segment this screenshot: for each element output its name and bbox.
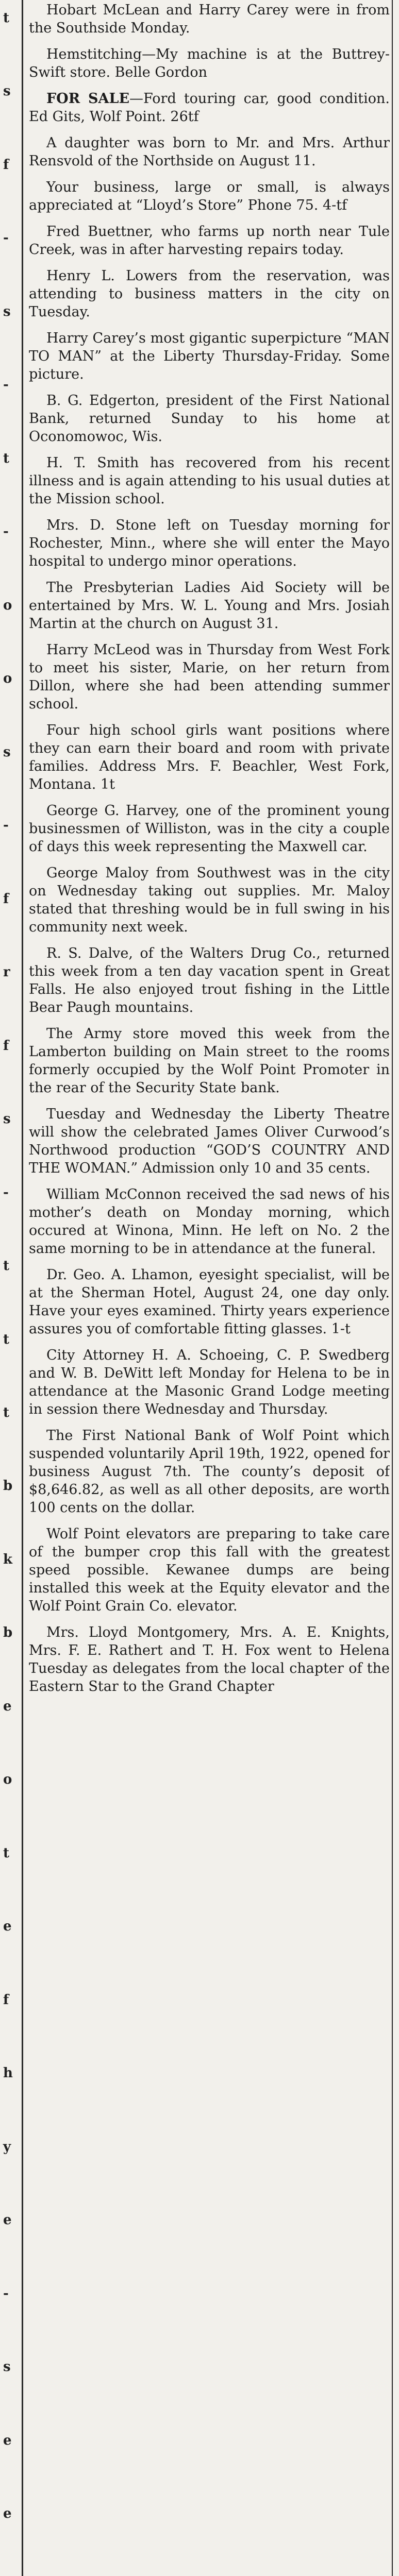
news-item-mclean-carey: Hobart McLean and Harry Carey were in from the Southside Monday. (29, 2, 390, 36)
gutter-letter: s (3, 83, 11, 99)
gutter-letter: f (3, 891, 9, 907)
gutter-letter: r (3, 964, 10, 980)
gutter-letter: b (3, 1625, 13, 1640)
gutter-letter: - (3, 1185, 9, 1200)
gutter-letter: y (3, 2139, 11, 2155)
gutter-letter: e (3, 2212, 12, 2228)
gutter-letter: - (3, 818, 9, 833)
news-item-first-national-bank: The First National Bank of Wolf Point which suspended voluntarily April 19th, 1922, opened for business August 7th. The county’s deposit of $8,646.82, as well as all other deposits, are worth 100 cents on the dollar. (29, 1428, 390, 1516)
local-news-column (29, 0, 390, 2576)
gutter-letter: e (3, 1919, 12, 1934)
gutter-letter: t (3, 1405, 10, 1420)
right-column-edge (392, 0, 399, 2576)
news-item-eastern-star: Mrs. Lloyd Montgomery, Mrs. A. E. Knights, Mrs. F. E. Rathert and T. H. Fox went to Helena Tuesday as delegates from the local chapter of the Eastern Star to the Grand Chapter (29, 1624, 390, 1694)
news-item-maloy: George Maloy from Southwest was in the city on Wednesday taking out supplies. Mr. Maloy stated that threshing would be in full swing in his community next week. (29, 865, 390, 935)
gutter-letter: s (3, 2359, 11, 2375)
gutter-letter: - (3, 377, 9, 393)
gutter-letter: e (3, 2433, 12, 2448)
gutter-letter: b (3, 1478, 13, 1494)
news-item-army-store: The Army store moved this week from the Lamberton building on Main street to the rooms formerly occupied by the Wolf Point Promoter in the rear of the Security State bank. (29, 1026, 390, 1096)
gutter-letter: t (3, 451, 10, 466)
gutter-letter: - (3, 524, 9, 539)
gutter-letter: - (3, 230, 9, 246)
news-item-for-sale (29, 86, 390, 130)
news-item-high-school-girls: Four high school girls want positions where they can earn their board and room with private families. Address Mrs. F. Beachler, West Fork, Montana. 1t (29, 722, 390, 792)
gutter-letter: s (3, 744, 11, 760)
news-item-ladies-aid: The Presbyterian Ladies Aid Society will be entertained by Mrs. W. L. Young and Mrs. Josiah Martin at the church on August 31. (29, 580, 390, 632)
news-item-mcleod: Harry McLeod was in Thursday from West Fork to meet his sister, Marie, on her return from Dillon, where she had been attending summer school. (29, 642, 390, 712)
gutter-letter: s (3, 1111, 11, 1127)
news-item-lowers: Henry L. Lowers from the reservation, was attending to business matters in the city on Tuesday. (29, 268, 390, 320)
adjacent-column-edge (0, 0, 23, 2576)
gutter-letter: t (3, 1258, 10, 1274)
gutter-letter: f (3, 1992, 9, 2008)
gutter-letter: e (3, 2506, 12, 2521)
gutter-letter: f (3, 1038, 9, 1054)
news-item-elevators: Wolf Point elevators are preparing to take care of the bumper crop this fall with the greatest speed possible. Kewanee dumps are being installed this week at the Equity elevator and the Wolf Point Grain Co. elevator. (29, 1526, 390, 1614)
news-item-man-to-man: Harry Carey’s most gigantic superpicture “MAN TO MAN” at the Liberty Thursday-Friday. Some picture. (29, 330, 390, 382)
news-item-rensvold-birth: A daughter was born to Mr. and Mrs. Arthur Rensvold of the Northside on August 11. (29, 135, 390, 169)
news-item-city-attorney: City Attorney H. A. Schoeing, C. P. Swedberg and W. B. DeWitt left Monday for Helena to be in attendance at the Masonic Grand Lodge meeting in session there Wednesday and Thursday. (29, 1347, 390, 1417)
gutter-letter: f (3, 157, 9, 173)
gutter-letter: o (3, 598, 12, 613)
gutter-letter: o (3, 671, 12, 686)
gutter-letter: h (3, 2065, 13, 2081)
for-sale-label: FOR SALE (46, 91, 130, 107)
news-item-hemstitching: Hemstitching—My machine is at the Buttrey-Swift store. Belle Gordon (29, 46, 390, 80)
gutter-letter: - (3, 2286, 9, 2301)
news-item-smith: H. T. Smith has recovered from his recent illness and is again attending to his usual duties at the Mission school. (29, 455, 390, 507)
gutter-letter: t (3, 1332, 10, 1347)
news-item-liberty-theatre: Tuesday and Wednesday the Liberty Theatre will show the celebrated James Oliver Curwood’s Northwood production “GOD’S COUNTRY AND THE WOMAN.” Admission only 10 and 35 cents. (29, 1106, 390, 1176)
gutter-letter: o (3, 1772, 12, 1787)
gutter-letter: t (3, 1845, 10, 1861)
gutter-letter: k (3, 1552, 13, 1567)
gutter-letter: t (3, 10, 10, 26)
gutter-letter: s (3, 304, 11, 319)
news-item-lhamon: Dr. Geo. A. Lhamon, eyesight specialist, will be at the Sherman Hotel, August 24, one day only. Have your eyes examined. Thirty years experience assures you of comfortable fitting glasses. 1-t (29, 1267, 390, 1337)
news-item-buettner: Fred Buettner, who farms up north near Tule Creek, was in after harvesting repairs today. (29, 224, 390, 258)
news-item-dalve: R. S. Dalve, of the Walters Drug Co., returned this week from a ten day vacation spent in Great Falls. He also enjoyed trout fishing in the Little Bear Paugh mountains. (29, 945, 390, 1015)
news-item-edgerton: B. G. Edgerton, president of the First National Bank, returned Sunday to his home at Oconomowoc, Wis. (29, 393, 390, 445)
gutter-letter: e (3, 1699, 12, 1714)
news-item-harvey: George G. Harvey, one of the prominent young businessmen of Williston, was in the city a couple of days this week representing the Maxwell car. (29, 803, 390, 855)
for-sale-text: —Ford touring car, good condition. Ed Gits, Wolf Point. 26tf (29, 91, 390, 125)
news-item-mcconnon: William McConnon received the sad news of his mother’s death on Monday morning, which occured at Winona, Minn. He left on No. 2 the same morning to be in attendance at the funeral. (29, 1187, 390, 1257)
news-item-stone: Mrs. D. Stone left on Tuesday morning for Rochester, Minn., where she will enter the Mayo hospital to undergo minor operations. (29, 517, 390, 569)
news-item-lloyds-store: Your business, large or small, is always appreciated at “Lloyd’s Store” Phone 75. 4-tf (29, 179, 390, 213)
